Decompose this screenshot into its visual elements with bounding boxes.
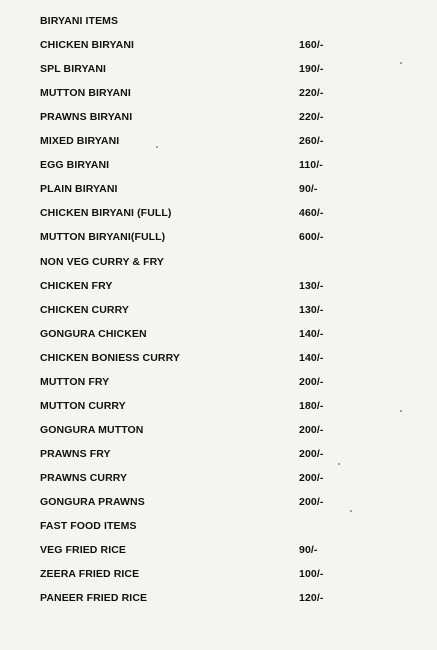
section-heading <box>40 256 400 274</box>
item-price: 140/- <box>299 327 324 340</box>
menu-item <box>40 39 400 57</box>
item-name: CHICKEN CURRY <box>40 303 129 316</box>
item-price: 120/- <box>299 592 324 605</box>
item-price: 160/- <box>299 39 324 52</box>
menu-item <box>40 183 400 201</box>
item-name: GONGURA CHICKEN <box>40 327 147 340</box>
menu-item <box>40 280 400 298</box>
menu-item <box>40 135 400 153</box>
menu-item <box>40 448 400 466</box>
menu-item <box>40 472 400 490</box>
section-title: NON VEG CURRY & FRY <box>40 255 165 268</box>
item-name: PANEER FRIED RICE <box>40 592 148 605</box>
section-heading <box>40 520 400 538</box>
menu-item <box>40 159 400 177</box>
item-name: PLAIN BIRYANI <box>40 183 118 196</box>
scan-speck <box>400 410 402 412</box>
section-heading <box>40 15 400 33</box>
item-price: 200/- <box>299 447 324 460</box>
item-price: 190/- <box>299 63 324 76</box>
item-price: 140/- <box>299 351 324 364</box>
item-price: 90/- <box>299 183 318 196</box>
menu-item <box>40 231 400 249</box>
item-name: PRAWNS FRY <box>40 447 111 460</box>
item-name: MUTTON FRY <box>40 375 110 388</box>
item-name: CHICKEN FRY <box>40 279 113 292</box>
item-price: 220/- <box>299 87 324 100</box>
menu-item <box>40 496 400 514</box>
menu-item <box>40 87 400 105</box>
item-price: 200/- <box>299 423 324 436</box>
item-name: VEG FRIED RICE <box>40 544 126 557</box>
item-name: MUTTON BIRYANI(FULL) <box>40 231 166 244</box>
item-name: CHICKEN BIRYANI <box>40 39 135 52</box>
scan-speck <box>338 463 340 465</box>
scan-speck <box>350 510 352 512</box>
item-name: MIXED BIRYANI <box>40 135 120 148</box>
item-price: 260/- <box>299 135 324 148</box>
item-name: PRAWNS CURRY <box>40 471 128 484</box>
menu-item <box>40 207 400 225</box>
section-title: FAST FOOD ITEMS <box>40 520 137 533</box>
menu-item <box>40 376 400 394</box>
menu-item <box>40 592 400 610</box>
item-name: GONGURA MUTTON <box>40 423 144 436</box>
item-price: 90/- <box>299 544 318 557</box>
item-name: MUTTON CURRY <box>40 399 126 412</box>
item-name: SPL BIRYANI <box>40 63 107 76</box>
item-name: GONGURA PRAWNS <box>40 496 145 508</box>
menu-item <box>40 328 400 346</box>
item-price: 600/- <box>299 231 324 244</box>
scan-speck <box>400 62 402 64</box>
menu-item <box>40 63 400 81</box>
item-name: ZEERA FRIED RICE <box>40 568 140 581</box>
menu-item <box>40 424 400 442</box>
scan-speck <box>156 146 158 148</box>
menu-item <box>40 568 400 586</box>
item-name: CHICKEN BONIESS CURRY <box>40 351 180 364</box>
menu-item <box>40 304 400 322</box>
item-price: 460/- <box>299 207 324 220</box>
menu-item <box>40 352 400 370</box>
item-price: 200/- <box>299 471 324 484</box>
menu-item <box>40 111 400 129</box>
item-name: CHICKEN BIRYANI (FULL) <box>40 207 172 220</box>
menu-item <box>40 400 400 418</box>
item-price: 200/- <box>299 375 324 388</box>
item-price: 130/- <box>299 279 324 292</box>
item-price: 110/- <box>299 159 323 172</box>
menu-item <box>40 544 400 562</box>
section-title: BIRYANI ITEMS <box>40 15 119 27</box>
item-price: 180/- <box>299 399 324 412</box>
item-price: 200/- <box>299 496 324 508</box>
item-price: 100/- <box>299 568 324 581</box>
item-price: 130/- <box>299 303 324 316</box>
item-name: EGG BIRYANI <box>40 159 110 172</box>
item-name: MUTTON BIRYANI <box>40 87 131 100</box>
item-name: PRAWNS BIRYANI <box>40 111 133 124</box>
item-price: 220/- <box>299 111 324 124</box>
